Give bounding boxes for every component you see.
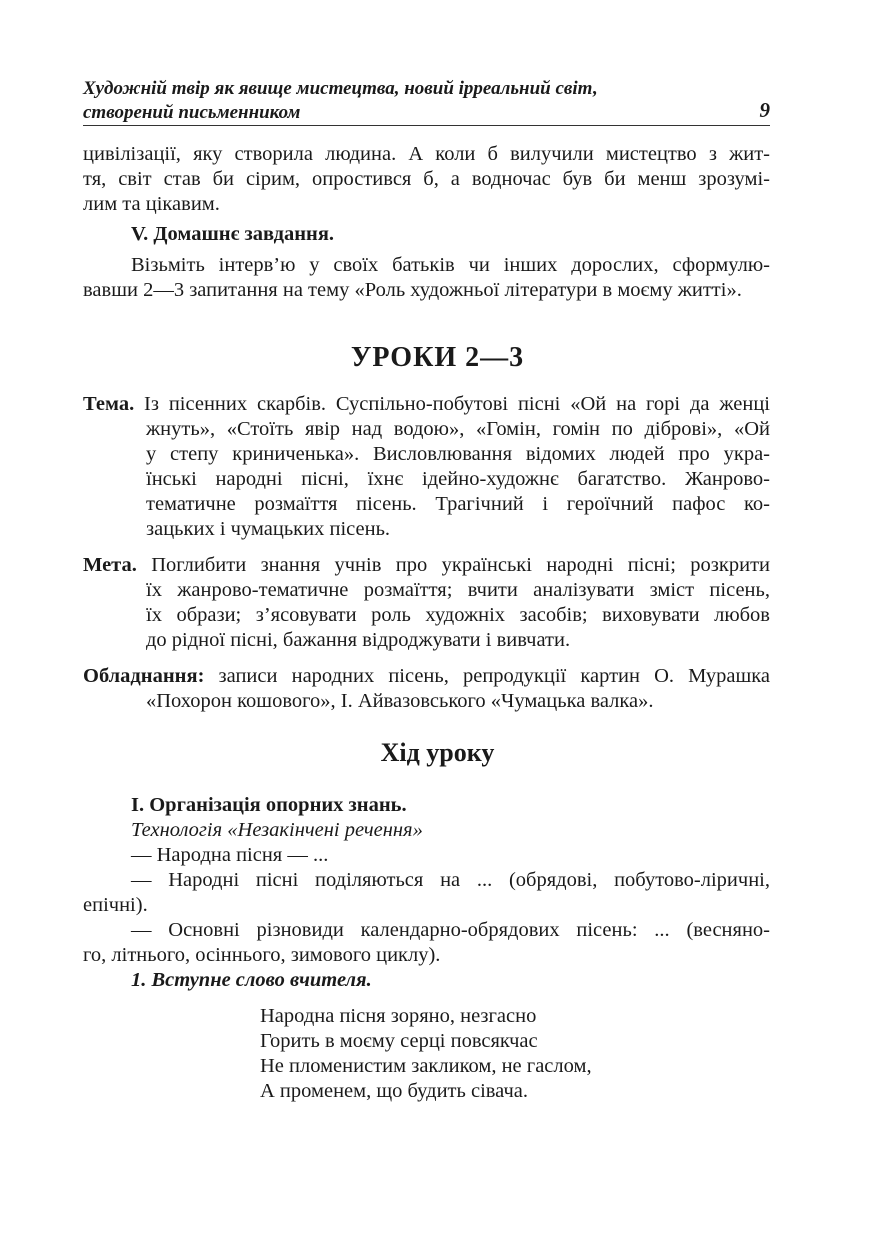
- homework-heading: V. Домашнє завдання.: [131, 223, 335, 245]
- list-item: — Народні пісні поділяються на ... (обрядові, побутово-ліричні,: [131, 869, 770, 891]
- text-line: Візьміть інтерв’ю у своїх батьків чи інших дорослих, сформулю-: [131, 254, 770, 276]
- text-line: до рідної пісні, бажання відроджувати і вивчати.: [146, 629, 571, 651]
- running-header-title-line: Художній твір як явище мистецтва, новий ірреальний світ,: [83, 78, 598, 99]
- poem-line: А променем, що будить сівача.: [260, 1080, 528, 1102]
- text-line: у степу криниченька». Висловлювання відомих людей про укра-: [146, 443, 770, 465]
- text-line: лим та цікавим.: [83, 193, 220, 215]
- text-line: тя, світ став би сірим, опростився б, а водночас був би менш зрозумі-: [83, 168, 770, 190]
- intro-paragraph: [83, 142, 770, 217]
- topic-first-line: [83, 392, 770, 417]
- section1-heading: І. Організація опорних знань.: [131, 794, 407, 816]
- text-line: Поглибити знання учнів про українські народні пісні; розкрити: [136, 554, 770, 576]
- text-line: їнські народні пісні, їхнє ідейно-художнє багатство. Жанрово-: [146, 468, 770, 490]
- goal-label: Мета.: [83, 554, 137, 576]
- poem: [260, 1004, 592, 1104]
- course-heading: Хід уроку: [380, 738, 495, 767]
- text-line: Із пісенних скарбів. Суспільно-побутові пісні «Ой на горі да женці: [134, 393, 770, 415]
- text-line: їх жанрово-тематичне розмаїття; вчити аналізувати зміст пісень,: [146, 579, 770, 601]
- text-line: жнуть», «Стоїть явір над водою», «Гомін, гомін по діброві», «Ой: [146, 418, 770, 440]
- text-line: тематичне розмаїття пісень. Трагічний і героїчний пафос ко-: [146, 493, 770, 515]
- text-line: зацьких і чумацьких пісень.: [146, 518, 391, 540]
- list-item: — Основні різновиди календарно-обрядових пісень: ... (весняно-: [131, 919, 770, 941]
- poem-line: Горить в моєму серці повсякчас: [260, 1030, 538, 1052]
- equipment-block: [83, 664, 770, 714]
- text-line: цивілізації, яку створила людина. А коли б вилучили мистецтво з жит-: [83, 143, 770, 165]
- goal-first-line: [83, 553, 770, 578]
- technology-line: Технологія «Незакінчені речення»: [131, 819, 423, 841]
- running-header-title-line: створений письменником: [83, 102, 301, 123]
- incomplete-sentences: [83, 843, 770, 968]
- running-header-title: [83, 77, 693, 125]
- text-line: їх образи; з’ясовувати роль художніх засобів; виховувати любов: [146, 604, 770, 626]
- equipment-label: Обладнання:: [83, 665, 205, 687]
- topic-label: Тема.: [83, 393, 135, 415]
- poem-line: Не пломенистим закликом, не гаслом,: [260, 1055, 592, 1077]
- section1-subheading: 1. Вступне слово вчителя.: [131, 969, 372, 991]
- text-line: записи народних пісень, репродукції картин О. Мурашка: [204, 665, 770, 687]
- goal-block: [83, 553, 770, 653]
- list-item: — Народна пісня — ...: [131, 844, 329, 866]
- topic-block: [83, 392, 770, 542]
- text-line: вавши 2—3 запитання на тему «Роль художньої літератури в моєму житті».: [83, 279, 742, 301]
- equipment-first-line: [83, 664, 770, 689]
- page-number: 9: [759, 98, 770, 122]
- running-header: [83, 77, 770, 126]
- text-line: «Похорон кошового», І. Айвазовського «Чумацька валка».: [146, 690, 654, 712]
- poem-line: Народна пісня зоряно, незгасно: [260, 1005, 537, 1027]
- lesson-title: УРОКИ 2—3: [350, 342, 525, 373]
- homework-paragraph: [83, 253, 770, 303]
- list-item: епічні).: [83, 894, 148, 916]
- list-item: го, літнього, осіннього, зимового циклу).: [83, 944, 441, 966]
